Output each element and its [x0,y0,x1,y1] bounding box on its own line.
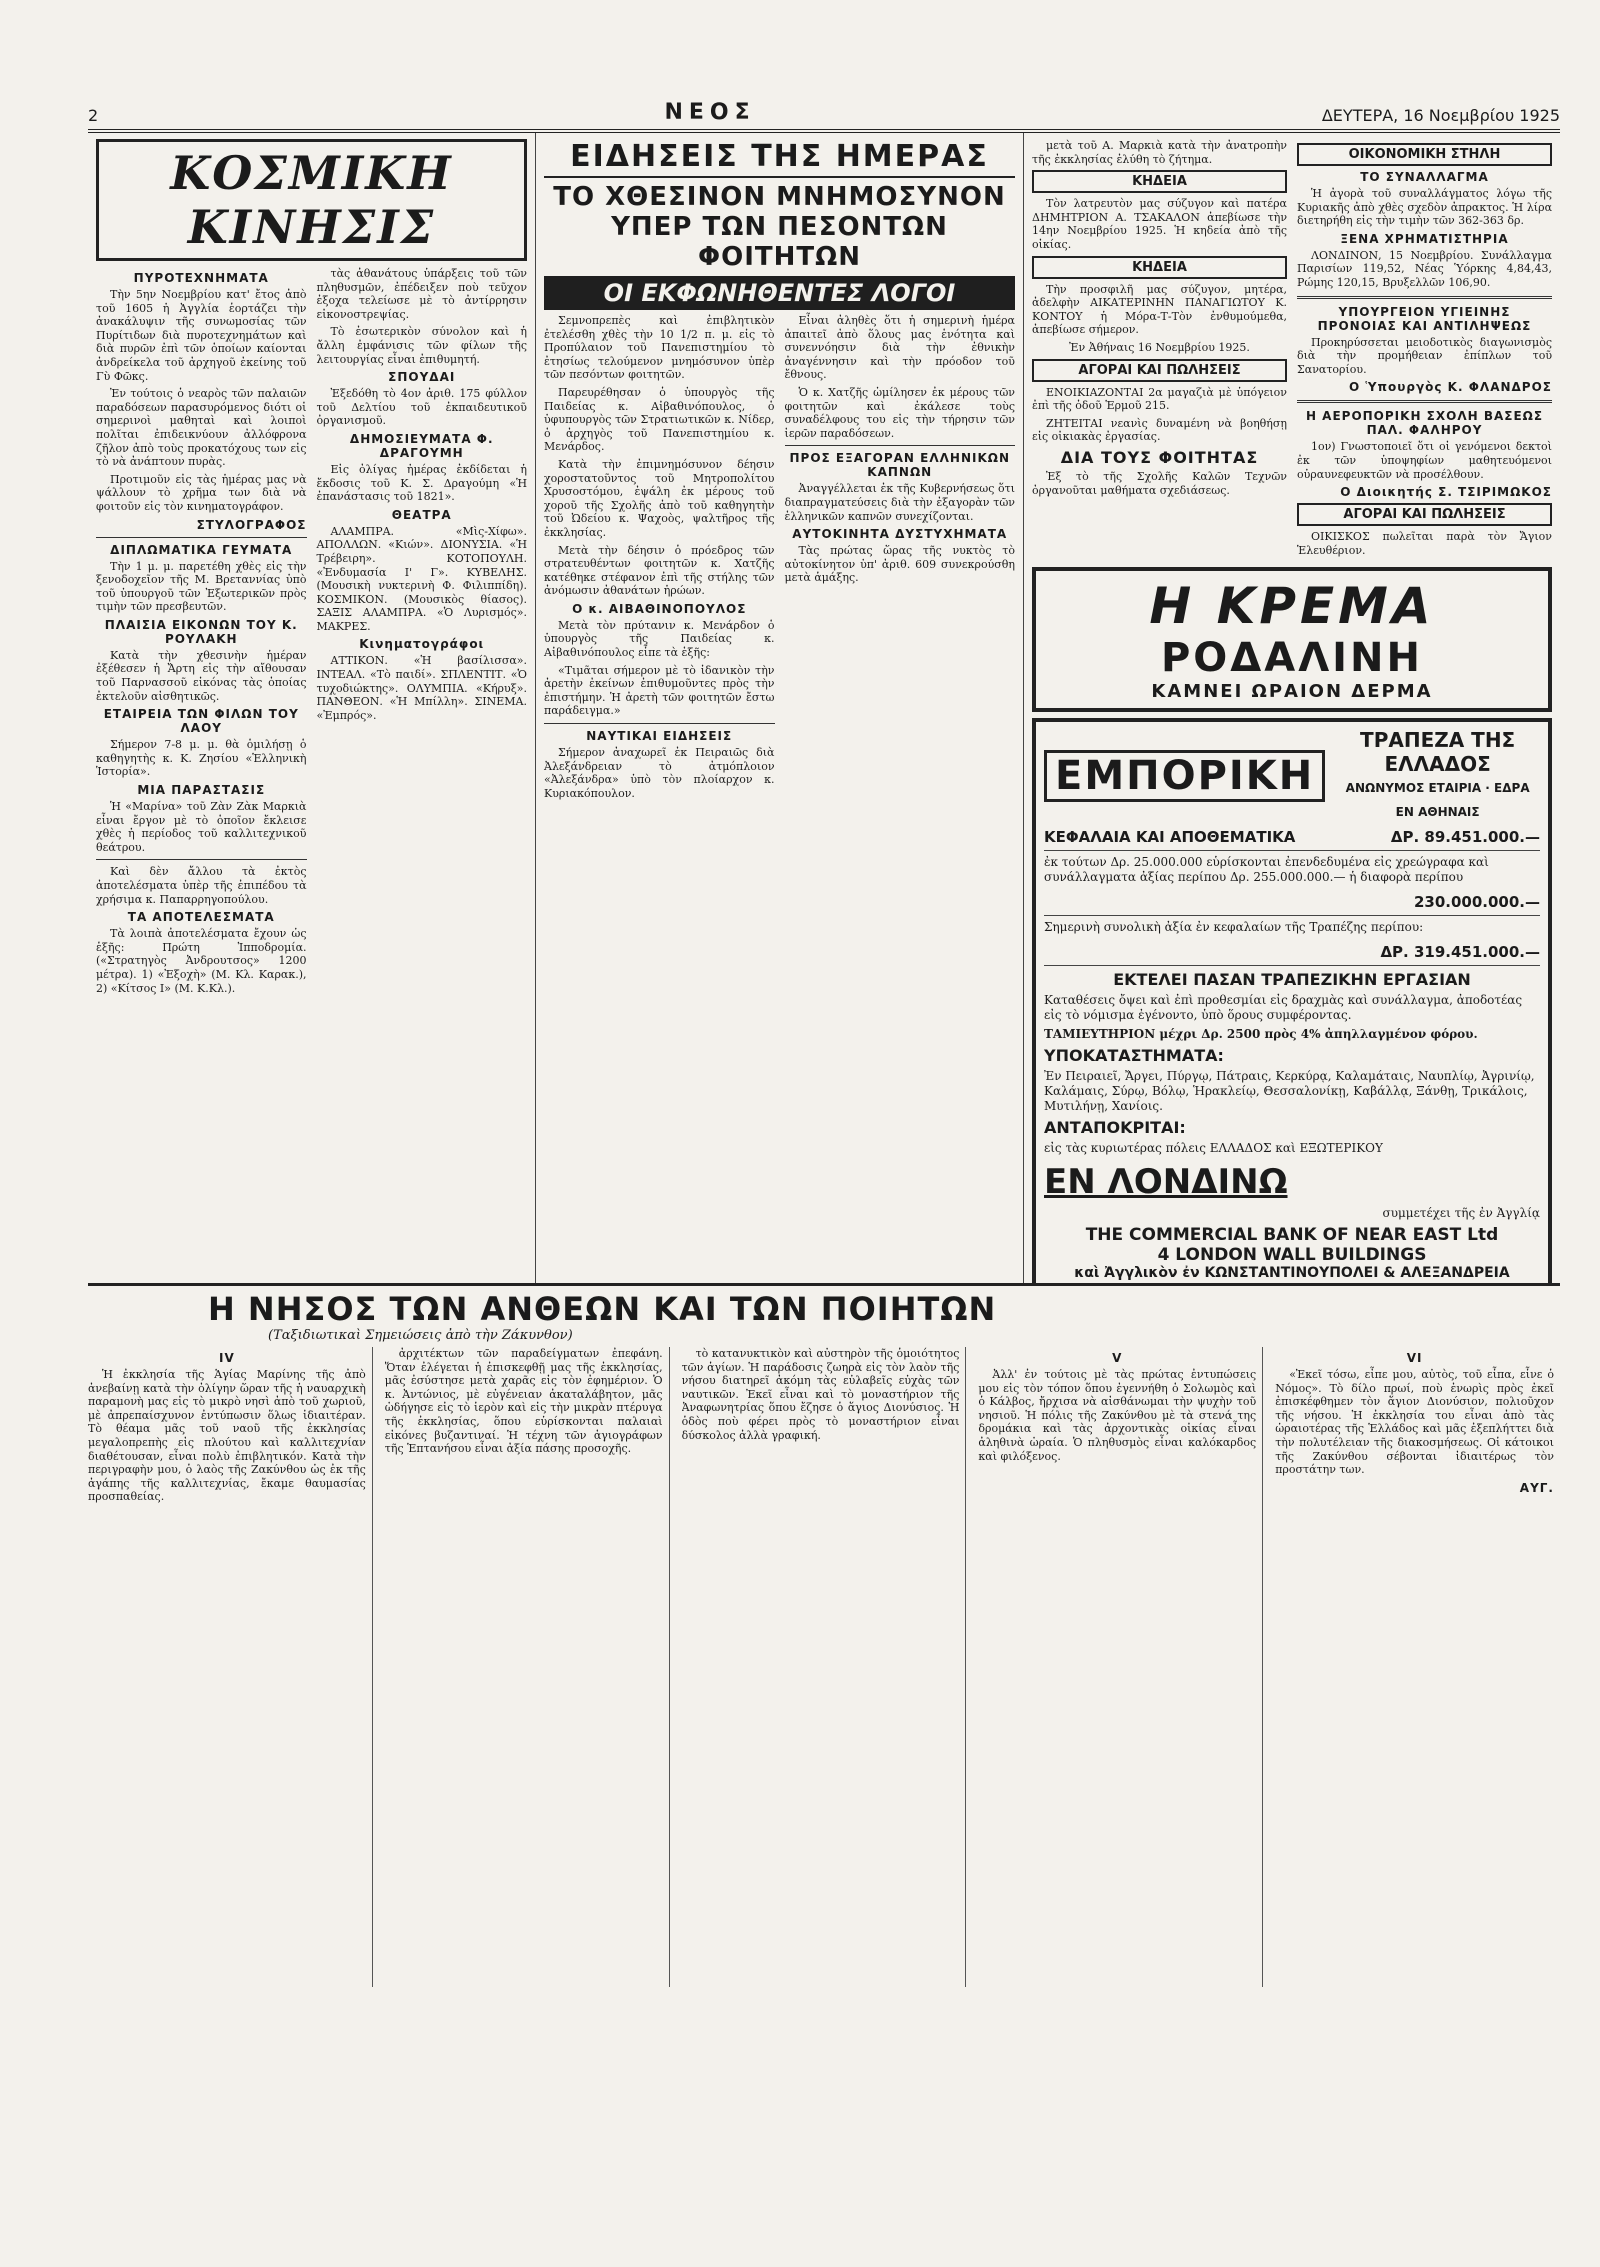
feature-column-5 [1275,1347,1560,1987]
section-title-kosmiki: ΚΟΣΜΙΚΗ ΚΙΝΗΣΙΣ [96,139,527,261]
article-text: Κατὰ τὴν χθεσινὴν ἡμέραν ἐξέθεσεν ἡ Ἄρτη εἰς τὴν αἴθουσαν τοῦ Παρνασσοῦ εἰκόνας τὰς ὁποίας ἐκτελοῦν αἰσθητικῶς. [96,648,307,703]
heading-kapnon: ΠΡΟΣ ΕΞΑΓΟΡΑΝ ΕΛΛΗΝΙΚΩΝ ΚΑΠΝΩΝ [789,451,1010,480]
article-text: Καὶ δὲν ἄλλου τὰ ἐκτὸς ἀποτελέσματα ὑπὲρ τῆς ἐπιπέδου τὰ χρήσιμα κ. Παπαρρηγοπούλου. [96,865,307,906]
heading-synallagma: ΤΟ ΣΥΝΑΛΛΑΓΜΑ [1360,170,1489,184]
feature-text: Ἀλλ' ἐν τούτοις μὲ τὰς πρώτας ἐντυπώσεις μου εἰς τὸν τόπον ὅπου ἐγεννήθη ὁ Σολωμὸς καὶ ὁ Κάλβος, ἤρχισα νὰ αἰσθάνωμαι τὴν ψυχὴν τοῦ νησιοῦ. Ἡ πόλις τῆς Ζακύνθου μὲ τὰ στενά της δρομάκια καὶ τὰς ἀρχοντικὰς οἰκίας εἶναι ἀληθινὰ ὡραία. Ὁ πληθυσμὸς εἶναι καλόκαρδος καὶ φιλόξενος. [978,1368,1257,1463]
classified-ad: ΕΝΟΙΚΙΑΖΟΝΤΑΙ 2α μαγαζιὰ μὲ ὑπόγειον ἐπὶ τῆς ὁδοῦ Ἑρμοῦ 215. [1032,385,1287,413]
masthead [88,100,1560,133]
social-right-subcolumn [317,267,528,999]
krema-advertisement [1032,567,1552,712]
bank-text: Καταθέσεις ὄψει καὶ ἐπὶ προθεσμίαι εἰς δραχμὰς καὶ συνάλλαγμα, ἀποδοτέας εἰς τὸ νόμισμα ἐγένοντο, ὑπὸ ὅρους συμφέροντας. [1044,993,1523,1023]
london-branch: ΕΝ ΛΟΝΔΙΝΩ [1044,1162,1288,1203]
total-value: ΔΡ. 319.451.000.— [1380,943,1540,962]
article-text: Εἰς ὀλίγας ἡμέρας ἐκδίδεται ἡ ἔκδοσις τοῦ Κ. Σ. Δραγούμη «Ἡ ἐπανάστασις τοῦ 1821». [316,462,527,504]
bank-text: Σημερινὴ συνολικὴ ἀξία ἐν κεφαλαίων τῆς Τραπέζης περίπου: [1044,920,1424,935]
social-left-subcolumn [96,267,307,999]
heading-kideia: ΚΗΔΕΙΑ [1032,170,1287,193]
section-number: V [1112,1351,1123,1365]
article-text: Ἐξ τὸ τῆς Σχολῆς Καλῶν Τεχνῶν ὀργανοῦται μαθήματα σχεδιάσεως. [1032,469,1287,497]
article-text: Κατὰ τὴν ἐπιμνημόσυνον δέησιν χοροστατοῦντος τοῦ Μητροπολίτου Χρυσοστόμου, ἐψάλη ἐκ μέρους τοῦ χοροῦ τῆς Σχολῆς ἀπὸ τοῦ καθηγητὴν τοῦ Ὠδείου κ. Ψαχοὸς, ψαλτῆρος τῆς ἐκκλησίας. [544,457,775,539]
article-text: 1ον) Γνωστοποιεῖ ὅτι οἱ γενόμενοι δεκτοὶ ἐκ τῶν ὑποψηφίων μαθητευόμενοι οὐραυνεφευκτῶν νὰ προσέλθουν. [1297,440,1552,481]
heading-theatra: ΘΕΑΤΡΑ [391,507,452,522]
article-text: Παρευρέθησαν ὁ ὑπουργὸς τῆς Παιδείας κ. Αἰβαθινόπουλος, ὁ ὑφυπουργὸς τῶν Στρατιωτικῶν κ. Νίδερ, ὁ ἀρχηγὸς τοῦ Πανεπιστημίου κ. Μενάρδος. [544,385,775,454]
krema-title: Η ΚΡΕΜΑ [1149,577,1435,636]
heading-spoudai: ΣΠΟΥΔΑΙ [388,370,456,385]
theatre-listings: ΑΛΑΜΠΡΑ. «Μὶς-Χίφω». ΑΠΟΛΛΩΝ. «Κιών». ΔΙΟΝΥΣΙΑ. «Ἡ Τρέβειρη». ΚΟΤΟΠΟΥΛΗ. «Ἐνδυμασία Ι' Γ». ΚΥΒΕΛΗΣ. (Μουσικὴ νυκτερινὴ Φ. Φιλιππίδη). ΚΟΣΜΙΚΟΝ. (Μουσικὸς θίασος). ΣΑΞΙΣ ΑΛΑΜΠΡΑ. «Ὁ Λυρισμός». ΜΑΚΡΕΣ. [316,524,527,633]
feature-text: «Ἐκεῖ τόσω, εἶπε μου, αὐτὸς, τοῦ εἶπα, εἶνε ὁ Νόμος». Τὸ δίλο πρωί, ποὺ ἐνωρὶς πρὸς ἐκεῖ ἐπισκέφθημεν τὸν ἅγιον Διονύσιον, πολιοῦχον τῆς νήσου. Ἡ ἐκκλησία του εἶναι ἀπὸ τὰς ὡραιοτέρας τῆς Ἑλλάδος καὶ μᾶς ἐξεπλήττει διὰ τὴν πολυτέλειαν τῆς διακοσμήσεως. Οἱ κάτοικοι τῆς Ζακύνθου σέβονται ἰδιαιτέρως τὸν προστάτην των. [1275,1368,1554,1477]
notice-date: Ἐν Ἀθήναις 16 Νοεμβρίου 1925. [1069,340,1250,354]
author-signature: ΑΥΓ. [1519,1480,1554,1495]
feature-column-4 [978,1347,1263,1987]
article-text: Ἐν τούτοις ὁ νεαρὸς τῶν παλαιῶν παραδόσεων παρασυρόμενος διότι οἱ σημερινοὶ μαθηταὶ καὶ λοιποὶ πολῖται ἐπιδεικνύουν ἀλλόφρονα ζῆλον ἀπὸ τοὺς προκατόχους των εἰς τὸ νὰ ἀνάπτουν πυρὰς. [96,387,307,469]
krema-brand: ΡΟΔΑΛΙΝΗ [1160,635,1424,682]
branches-label: ΥΠΟΚΑΤΑΣΤΗΜΑΤΑ: [1044,1046,1224,1066]
heading-kinimatografoi: Κινηματογράφοι [359,637,485,652]
funeral-notice: Τὸν λατρευτὸν μας σύζυγον καὶ πατέρα ΔΗΜΗΤΡΙΟΝ Α. ΤΣΑΚΑΛΟΝ ἀπεβίωσε τὴν 14ην Νοεμβρίου 1925. Ἡ κηδεία ἀπὸ τῆς οἰκίας. [1032,197,1287,251]
article-text: Ἡ «Μαρίνα» τοῦ Ζὰν Ζὰκ Μαρκιὰ εἶναι ἔργον μὲ τὸ ὁποῖον ἔκλεισε χθὲς ἡ περίοδος τοῦ καλλιτεχνικοῦ θεάτρου. [96,800,307,854]
capital-label: ΚΕΦΑΛΑΙΑ ΚΑΙ ΑΠΟΘΕΜΑΤΙΚΑ [1044,828,1296,847]
article-text: Σεμνοπρεπὲς καὶ ἐπιβλητικὸν ἐτελέσθη χθὲς τὴν 10 1/2 π. μ. εἰς τὸ Προπύλαιον τοῦ Πανεπιστημίου τὸ ἐτησίως τελούμενον μνημόσυνον ὑπὲρ τῶν πεσόντων φοιτητῶν. [544,314,775,382]
news-right-subcolumn [785,314,1016,804]
article-text: μετὰ τοῦ Α. Μαρκιὰ κατὰ τὴν ἀνατροπὴν τῆς ἐκκλησίας ἐλύθη τὸ ζήτημα. [1032,139,1287,166]
article-text: Ἡ ἀγορὰ τοῦ συναλλάγματος λόγω τῆς Κυριακῆς ἀπὸ χθὲς σχεδὸν ἀπρακτος. Ἡ λίρα διετηρήθη εἰς τὴν τιμὴν τῶν 362-363 δρ. [1297,187,1552,228]
heading-automobile-accidents: ΑΥΤΟΚΙΝΗΤΑ ΔΥΣΤΥΧΗΜΑΤΑ [792,527,1008,542]
section-number: IV [219,1351,235,1365]
heading-oikonomiki: ΟΙΚΟΝΟΜΙΚΗ ΣΤΗΛΗ [1297,143,1552,166]
signature: Ο Ὑπουργὸς Κ. ΦΛΑΝΔΡΟΣ [1348,380,1552,395]
krema-slogan: ΚΑΜΝΕΙ ΩΡΑΙΟΝ ΔΕΡΜΑ [1151,681,1433,703]
correspondents-label: ΑΝΤΑΠΟΚΡΙΤΑΙ: [1044,1118,1186,1138]
signature: Ο Διοικητής Σ. ΤΣΙΡΙΜΩΚΟΣ [1340,485,1552,500]
heading-kideia: ΚΗΔΕΙΑ [1032,256,1287,279]
feature-text: ἀρχιτέκτων τῶν παραδείγματων ἐπεφάνη. Ὅταν ἐλέγεται ἡ ἐπισκεφθῇ μας τῆς ἐκκλησίας, μᾶς ἐσύστησε μετὰ χαρᾶς εἰς τὸν ἐφημέριον. Ὁ κ. Ἀντώνιος, μὲ εὐγένειαν ἀκαταλάβητον, μᾶς ὡδήγησε εἰς τὸ ἱερὸν καὶ εἰς τὴν μικρὰν πτέρυγα τῆς ἐκκλησίας, ὅπου εὑρίσκονται παλαιαὶ εἰκόνες βυζαντιναί. Ἡ τέχνη τῶν ἁγιογράφων τῆς Ἑπτανήσου εἶναι ἀξία πάσης προσοχῆς. [384,1347,663,1456]
funeral-notice: Τὴν προσφιλῆ μας σύζυγον, μητέρα, ἀδελφὴν ΑΙΚΑΤΕΡΙΝΗΝ ΠΑΝΑΓΙΩΤΟΥ Κ. ΚΟΝΤΟΥ ἡ Μόρα-Τ-Τὸν ἐνθυμούμεθα, ἀπεβίωσε σήμερον. [1032,282,1287,337]
classified-ad: ΖΗΤΕΙΤΑΙ νεανὶς δυναμένη νὰ βοηθήσῃ εἰς οἰκιακὰς ἐργασίας. [1032,416,1287,444]
main-headline: ΤΟ ΧΘΕΣΙΝΟΝ ΜΝΗΜΟΣΥΝΟΝ ΥΠΕΡ ΤΩΝ ΠΕΣΟΝΤΩΝ ΦΟΙΤΗΤΩΝ [553,182,1006,272]
bank-emporiki: ΕΜΠΟΡΙΚΗ [1044,750,1325,802]
article-text: Σήμερον ἀναχωρεῖ ἐκ Πειραιῶς διὰ Ἀλεξάνδρειαν τὸ ἀτμόπλοιον «Ἀλεξάνδρα» ὑπὸ τὸν πλοίαρχον κ. Κυριακόπουλον. [544,746,775,800]
article-text: Τὴν 1 μ. μ. παρετέθη χθὲς εἰς τὴν ξενοδοχεῖον τῆς Μ. Βρεταννίας ὑπὸ τοῦ ὑπουργοῦ τῶν Ἐξωτερικῶν πρὸς τιμὴν τῶν πρεσβευτῶν. [96,559,307,614]
newspaper-name: ΝΕΟΣ [664,100,756,125]
bank-advertisement [1032,718,1552,1283]
bank-branches-abroad: καὶ Ἀγγλικὸν ἐν ΚΩΝΣΤΑΝΤΙΝΟΥΠΟΛΕΙ & ΑΛΕΞΑΝΔΡΕΙΑ [1074,1265,1510,1282]
heading-agorai: ΑΓΟΡΑΙ ΚΑΙ ΠΩΛΗΣΕΙΣ [1032,359,1287,382]
feature-column-1 [88,1347,373,1987]
bank-savings: ΤΑΜΙΕΥΤΗΡΙΟΝ μέχρι Δρ. 2500 πρὸς 4% ἀπηλλαγμένον φόρου. [1044,1027,1478,1042]
bank-name: ΤΡΑΠΕΖΑ ΤΗΣ ΕΛΛΑΔΟΣ [1360,728,1516,777]
heading-agorai: ΑΓΟΡΑΙ ΚΑΙ ΠΩΛΗΣΕΙΣ [1297,503,1552,526]
news-left-subcolumn [544,314,775,804]
social-column [88,133,536,1283]
article-text: Ὁ κ. Χατζῆς ὡμίλησεν ἐκ μέρους τῶν φοιτητῶν καὶ ἐκάλεσε τοὺς συναδέλφους του εἰς τὴν τήρησιν τῶν ἱερῶν παραδόσεων. [784,385,1015,440]
feature-column-2 [385,1347,670,1987]
bank-ektelei: ΕΚΤΕΛΕΙ ΠΑΣΑΝ ΤΡΑΠΕΖΙΚΗΝ ΕΡΓΑΣΙΑΝ [1113,970,1471,990]
article-text: «Τιμᾶται σήμερον μὲ τὸ ἰδανικὸν τὴν ἀρετὴν ἐκείνων ἐπιθυμοῦντες πρὸς τὴν ἐπιστήμην. Ἡ ἀρετὴ τῶν φοιτητῶν ἔστω παράδειγμα.» [544,663,775,718]
article-text: Τὰς πρώτας ὥρας τῆς νυκτὸς τὸ αὐτοκίνητον ὑπ' ἀριθ. 609 συνεκρούσθη μετὰ ἁμάξης. [784,544,1015,585]
bank-text: ἐκ τούτων Δρ. 25.000.000 εὑρίσκονται ἐπενδεδυμένα εἰς χρεώγραφα καὶ συνάλλαγματα ἀξίας περίπου Δρ. 255.000.000.— ἡ διαφορὰ περίπου [1044,855,1489,885]
article-text: Τὸ ἐσωτερικὸν σύνολον καὶ ἡ ἄλλη ἐμφάνισις τῶν φίλων τῆς λειτουργίας εἶναι ἐπιθυμητή. [316,325,527,366]
feature-section [88,1286,1560,2050]
classified-ad: ΟΙΚΙΣΚΟΣ πωλεῖται παρὰ τὸν Ἄγιον Ἑλευθέριον. [1297,530,1552,557]
article-text: Εἶναι ἀληθὲς ὅτι ἡ σημερινὴ ἡμέρα ἀπαιτεῖ ἀπὸ ὅλους μας ἑνότητα καὶ συνεννόησιν διὰ τὴν ἐθνικὴν ἀναγέννησιν καὶ τὴν πρόοδον τοῦ ἔθνους. [784,314,1015,382]
section-title-eidiseis: ΕΙΔΗΣΕΙΣ ΤΗΣ ΗΜΕΡΑΣ [544,139,1015,178]
issue-date: ΔΕΥΤΕΡΑ, 16 Νοεμβρίου 1925 [1321,106,1560,125]
news-column [536,133,1024,1283]
article-text: Προτιμοῦν εἰς τὰς ἡμέρας μας νὰ ψάλλουν τὸ χρῆμα των διὰ νὰ φοιτοῦν εἰς τὸν κινηματογράφον. [96,472,307,513]
article-text: Τὰ λοιπὰ ἀποτελέσματα ἔχουν ὡς ἑξῆς: Πρώτη Ἱπποδρομία. («Στρατηγὸς Ἀνδρουτσος» 1200 μέτρα). 1) «Ἐξοχὴ» (Μ. Κλ. Καρακ.), 2) «Κίτσος Ι» (Μ. Κ.Κλ.). [96,927,307,995]
heading-etaireia: ΕΤΑΙΡΕΙΑ ΤΩΝ ΦΙΛΩΝ ΤΟΥ ΛΑΟΥ [103,707,299,736]
classifieds-column [1024,133,1560,1283]
heading-foitites: ΔΙΑ ΤΟΥΣ ΦΟΙΤΗΤΑΣ [1060,447,1259,467]
feature-text: Ἡ ἐκκλησία τῆς Ἁγίας Μαρίνης τῆς ἀπὸ ἀνεβαίνῃ κατὰ τὴν ὀλίγην ὥραν τῆς ἡ ναυαρχικὴ παραμονὴ μας εἰς τὸ μικρὸ νησὶ ἀπὸ τοῦ χωριοῦ, μὲ ἀπρεπαίσχυνον ἐντύπωσιν ὅλως ἰδιαιτέραν. Τὸ θέαμα μᾶς τοῦ ναοῦ τῆς ἐκκλησίας μεγαλοπρεπὴς εἰς πλούτου καὶ καλλιτεχνίαν διαθέτουσαν, εἶναι πολὺ ἐπιβλητικόν. Κατὰ τὴν περιγραφὴν μου, ὁ λαὸς τῆς Ζακύνθου ὡς ἐκ τῆς ἀγάπης τῆς καλλιτεχνίας, ἔκαμε θαυμασίας προσπαθείας. [88,1368,366,1504]
signature: ΣΤΥΛΟΓΡΑΦΟΣ [196,517,307,532]
heading-plaisia: ΠΛΑΙΣΙΑ ΕΙΚΟΝΩΝ ΤΟΥ Κ. ΡΟΥΛΑΚΗ [104,617,298,646]
heading-aeroporiki: Η ΑΕΡΟΠΟΡΙΚΗ ΣΧΟΛΗ ΒΑΣΕΩΣ ΠΑΛ. ΦΑΛΗΡΟΥ [1305,409,1544,438]
article-text: Μετὰ τὸν πρύτανιν κ. Μενάρδον ὁ ὑπουργὸς τῆς Παιδείας κ. Αἰβαθινόπουλος εἶπε τὰ ἑξῆς: [544,618,775,660]
sub-headline: ΟΙ ΕΚΦΩΝΗΘΕΝΤΕΣ ΛΟΓΟΙ [544,276,1015,310]
article-text: Προκηρύσσεται μειοδοτικὸς διαγωνισμὸς διὰ τὴν προμήθειαν ἐπίπλων τοῦ Σανατορίου. [1297,335,1552,376]
upper-section [88,133,1560,1286]
heading-xena: ΞΕΝΑ ΧΡΗΜΑΤΙΣΤΗΡΙΑ [1340,231,1509,246]
notices-subcolumn [1032,139,1287,561]
article-text: Ἀναγγέλλεται ἐκ τῆς Κυβερνήσεως ὅτι διαπραγματεύσεις διὰ τὴν ἐξαγορὰν τῶν ἑλληνικῶν καπνῶν συνεχίζονται. [784,482,1015,523]
heading-ypourgeion: ΥΠΟΥΡΓΕΙΟΝ ΥΓΙΕΙΝΗΣ ΠΡΟΝΟΙΑΣ ΚΑΙ ΑΝΤΙΛΗΨΕΩΣ [1317,304,1532,333]
cinema-listings: ΑΤΤΙΚΟΝ. «Ἡ βασίλισσα». ΙΝΤΕΑΛ. «Τὸ παιδί». ΣΠΛΕΝΤΙΤ. «Ὁ τυχοδιώκτης». ΟΛΥΜΠΙΑ. «Κήρυξ». ΠΑΝΘΕΟΝ. «Ἡ Μπίλλη». ΣΙΝΕΜΑ. «Ἐμπρός». [316,654,527,722]
article-text: Σήμερον 7-8 μ. μ. θὰ ὁμιλήσῃ ὁ καθηγητὴς κ. Κ. Ζησίου «Ἑλληνικὴ Ἱστορία». [96,738,307,779]
bank-association: συμμετέχει τῆς ἐν Ἀγγλίᾳ [1382,1206,1540,1221]
article-text: Μετὰ τὴν δέησιν ὁ πρόεδρος τῶν στρατευθέντων φοιτητῶν κ. Χατζῆς κατέθηκε στέφανον ἐπὶ τῆς στήλης τῶν ἀνόμωσιν ἀθανάτων ἡρώων. [544,543,775,598]
heading-mia-parastasis: ΜΙΑ ΠΑΡΑΣΤΑΣΙΣ [137,783,266,798]
bank-english-name: THE COMMERCIAL BANK OF NEAR EAST Ltd [1085,1225,1499,1246]
article-text: Τὴν 5ην Νοεμβρίου κατ' ἔτος ἀπὸ τοῦ 1605 ἡ Ἀγγλία ἑορτάζει τὴν ἀνακάλυψιν τῆς συνωμοσίας τῶν Πυρίτιδων διὰ πυροτεχνημάτων καὶ διὰ πυρῶν ἐπὶ τῶν ὁποίων καίονται ἀνδρείκελα τοῦ ἀρχηγοῦ ἐκείνης τοῦ Γὺ Φῶκς. [96,288,307,383]
article-text: ΛΟΝΔΙΝΟΝ, 15 Νοεμβρίου. Συνάλλαγμα Παρισίων 119,52, Νέας Ὑόρκης 4,84,43, Ρώμης 120,15, Βρυξελλῶν 106,90. [1297,248,1552,289]
economy-subcolumn [1297,139,1552,561]
capital-value: ΔΡ. 89.451.000.— [1390,828,1540,847]
correspondents-list: εἰς τὰς κυριωτέρας πόλεις ΕΛΛΑΔΟΣ καὶ ΕΞΩΤΕΡΙΚΟΥ [1044,1141,1383,1156]
heading-nautikai: ΝΑΥΤΙΚΑΙ ΕΙΔΗΣΕΙΣ [586,729,733,744]
feature-subtitle: (Ταξιδιωτικαὶ Σημειώσεις ἀπὸ τὴν Ζάκυνθον) [268,1328,573,1343]
feature-text: τὸ κατανυκτικὸν καὶ αὐστηρὸν τῆς ὁμοιότητος τῶν ἁγίων. Ἡ παράδοσις ζωηρὰ εἰς τὸν λαὸν τῆς νήσου διατηρεῖ ἀκόμη τὰς εὐλαβεῖς εὐχὰς τῶν ναυτικῶν. Ἐκεῖ εἶναι καὶ τὸ μοναστήριον τῆς Ἀναφωνητρίας ὅπου ἔζησε ὁ ἅγιος Διονύσιος. Ἡ ὁδὸς ποὺ φέρει πρὸς τὸ μοναστήριον εἶναι δύσκολος ἀλλὰ γραφική. [681,1347,960,1442]
capital-line [1044,824,1540,851]
article-text: Ἐξεδόθη τὸ 4ον ἀριθ. 175 φύλλον τοῦ Δελτίου τοῦ ἐκπαιδευτικοῦ ὀργανισμοῦ. [316,387,527,428]
heading-aivathinopoulos: Ο κ. ΑΙΒΑΘΙΝΟΠΟΥΛΟΣ [572,601,747,616]
feature-title: Η ΝΗΣΟΣ ΤΩΝ ΑΝΘΕΩΝ ΚΑΙ ΤΩΝ ΠΟΙΗΤΩΝ [208,1290,997,1328]
heading-apotelesmata: ΤΑ ΑΠΟΤΕΛΕΣΜΑΤΑ [127,910,275,925]
total-line [1044,939,1540,966]
page-number: 2 [88,106,99,125]
heading-dimosieumata: ΔΗΜΟΣΙΕΥΜΑΤΑ Φ. ΔΡΑΓΟΥΜΗ [349,431,494,460]
article-text: τὰς ἀθανάτους ὑπάρξεις τοῦ τῶν πληθυσμῶν, ἐπέδειξεν ποὺ τεῦχον ἐξοχα τελείωσε μὲ τὸ ἀντίρρησιν εἰκονοστρεψίας. [316,267,527,321]
heading-pyrotechnimata: ΠΥΡΟΤΕΧΝΗΜΑΤΑ [133,271,269,285]
heading-diplomatika: ΔΙΠΛΩΜΑΤΙΚΑ ΓΕΥΜΑΤΑ [110,542,293,557]
difference-line [1044,889,1540,916]
difference-value: 230.000.000.— [1413,893,1540,912]
branches-list: Ἐν Πειραιεῖ, Ἄργει, Πύργῳ, Πάτραις, Κερκύρᾳ, Καλαμάταις, Ναυπλίῳ, Ἀγρινίῳ, Καλάμαις, Σύρῳ, Βόλῳ, Ἡρακλείῳ, Θεσσαλονίκῃ, Καβάλλᾳ, Ξάνθῃ, Τρικάλοις, Μυτιλήνῃ, Χανίοις. [1044,1069,1535,1114]
bank-address: 4 LONDON WALL BUILDINGS [1157,1245,1427,1266]
bank-subtitle: ΑΝΩΝΥΜΟΣ ΕΤΑΙΡΙΑ · ΕΔΡΑ ΕΝ ΑΘΗΝΑΙΣ [1345,781,1530,820]
section-number: VI [1406,1351,1423,1365]
feature-column-3 [682,1347,967,1987]
